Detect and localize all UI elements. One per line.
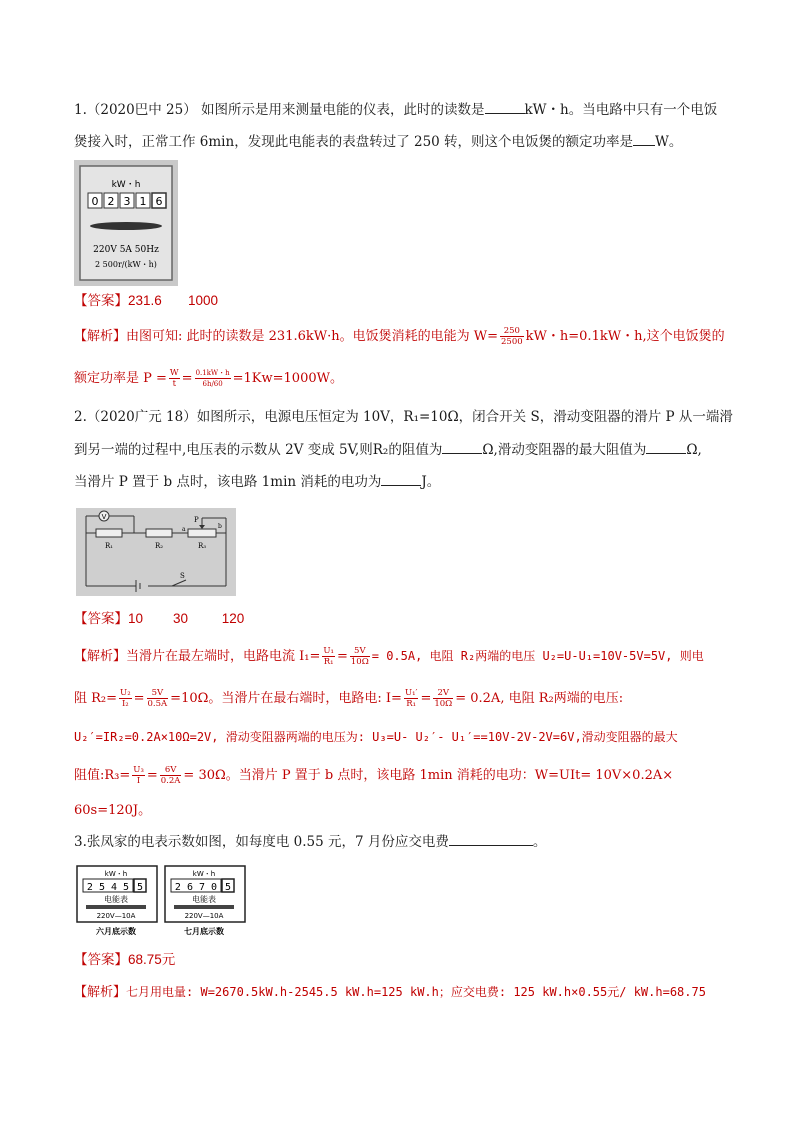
switch-label: S: [180, 572, 185, 580]
q2-analysis-5: 60s=120J。: [74, 803, 152, 818]
fraction: $\frac{\text{U₃}}{I}$: [133, 765, 144, 786]
meter-spec: 220V—10A: [184, 912, 224, 920]
q1-analysis-1: 【解析】由图可知: 此时的读数是 231.6kW·h。电饭煲消耗的电能为 W= $\frac{250}{2500}$ kW・h=0.1kW・h,这个电饭煲的: [74, 326, 725, 347]
point-a-label: a: [182, 526, 186, 533]
meter-unit: kW・h: [192, 870, 216, 878]
meter-rev: 2 500r/(kW・h): [95, 260, 157, 269]
q3-line1: 3.张凤家的电表示数如图，如每度电 0.55 元，7 月份应交电费 。: [74, 834, 547, 850]
blank: [381, 473, 421, 486]
voltmeter-label: V: [101, 513, 107, 521]
meter-digit: 3: [123, 195, 131, 208]
q1-line1: 1.（2020巴中 25） 如图所示是用来测量电能的仪表，此时的读数是 kW・h。当电路中只有一个电饭: [74, 102, 718, 118]
q2-line1: 2.（2020广元 18）如图所示，电源电压恒定为 10V，R₁=10Ω，闭合开关 S，滑动变阻器的滑片 P 从一端滑: [74, 409, 733, 425]
blank: [449, 833, 533, 846]
meter-name: 电能表: [192, 895, 216, 904]
meter-digit: 0: [91, 195, 99, 208]
meter-caption: 六月底示数: [96, 927, 136, 936]
electric-meter-photo: [74, 160, 178, 286]
meter-unit: kW・h: [111, 180, 141, 190]
fraction: $\frac{5V}{0.5A}$: [147, 688, 168, 709]
point-b-label: b: [218, 523, 222, 530]
meter-digit: 1: [139, 195, 147, 208]
blank: [646, 441, 686, 454]
meter-june: [76, 864, 158, 936]
r1-label: R₁: [104, 542, 114, 550]
fraction: $\frac{5V}{10\Omega}$: [350, 646, 369, 667]
q3-answer: 【答案】68.75元: [74, 952, 176, 968]
r3-label: R₃: [197, 542, 207, 550]
meter-caption: 七月底示数: [184, 927, 224, 936]
fraction: $\frac{\text{U₂}}{\text{I₂}}$: [120, 688, 131, 709]
fraction: $\frac{\text{U₁′}}{\text{R₁}}$: [404, 688, 418, 709]
fraction: $\frac{6V}{0.2A}$: [160, 765, 181, 786]
q1-answer: 【答案】231.6 1000: [74, 293, 219, 309]
meter-digits: 2 6 7 0: [174, 882, 218, 893]
fraction: $\frac{250}{2500}$: [501, 326, 523, 347]
blank: [633, 133, 655, 146]
q2-line3: 当滑片 P 置于 b 点时，该电路 1min 消耗的电功为 J。: [74, 474, 441, 490]
meter-july: [164, 864, 246, 936]
q2-line2: 到另一端的过程中,电压表的示数从 2V 变成 5V,则R₂的阻值为 Ω,滑动变阻器的最大阻值为 Ω,: [74, 442, 702, 458]
meter-digits: 2 5 4 5: [86, 882, 130, 893]
q1-analysis-2: 额定功率是 P = $\frac{W}{t}$ = $\frac{0.1kW・h}{6h/60}$ =1Kw=1000W。: [74, 368, 343, 389]
fraction: $\frac{\text{U₁}}{\text{R₁}}$: [323, 646, 334, 667]
fraction: $\frac{0.1kW・h}{6h/60}$: [195, 369, 230, 388]
meter-name: 电能表: [104, 895, 128, 904]
meter-spec: 220V 5A 50Hz: [93, 245, 159, 255]
q1-line2: 煲接入时，正常工作 6min，发现此电能表的表盘转过了 250 转，则这个电饭煲的额定功率是 W。: [74, 134, 683, 150]
r2-label: R₂: [154, 542, 164, 550]
meter-last-digit: 5: [136, 882, 144, 893]
q2-analysis-2: 阻 R₂= $\frac{\text{U₂}}{\text{I₂}}$ = $\frac{5V}{0.5A}$ =10Ω。当滑片在最右端时，电路电: I= $\frac{\text{U₁′}}{\text{R₁}}$ = $\frac{2V}{10\Omega}$ = 0.2A, 电阻 R₂两端的电压:: [74, 688, 624, 709]
fraction: $\frac{W}{t}$: [169, 368, 179, 389]
q2-analysis-4: 阻值:R₃= $\frac{\text{U₃}}{I}$ = $\frac{6V}{0.2A}$ = 30Ω。当滑片 P 置于 b 点时，该电路 1min 消耗的电功：W=UIt= 10V×0.2A×: [74, 765, 674, 786]
meter-unit: kW・h: [104, 870, 128, 878]
blank: [485, 101, 525, 114]
blank: [442, 441, 482, 454]
q2-answer: 【答案】10 30 120: [74, 611, 245, 627]
meter-digit: 2: [107, 195, 115, 208]
meter-spec: 220V—10A: [96, 912, 136, 920]
meter-digits: [88, 193, 166, 208]
q2-analysis-3: U₂′=IR₂=0.2A×10Ω=2V, 滑动变阻器两端的电压为: U₃=U- U₂′- U₁′==10V-2V-2V=6V,滑动变阻器的最大: [74, 730, 678, 744]
q3-analysis: 【解析】七月用电量: W=2670.5kW.h-2545.5 kW.h=125 kW.h；应交电费: 125 kW.h×0.55元/ kW.h=68.75: [74, 985, 706, 1000]
meter-digit: 6: [155, 195, 163, 208]
slider-label: P: [194, 516, 199, 524]
q2-analysis-1: 【解析】当滑片在最左端时，电路电流 I₁= $\frac{\text{U₁}}{\text{R₁}}$ = $\frac{5V}{10\Omega}$ = 0.5A, 电阻 R₂两端的电压 U₂=U-U₁=10V-5V=5V, 则电: [74, 646, 704, 667]
circuit-diagram: [76, 508, 236, 596]
meter-last-digit: 5: [224, 882, 232, 893]
fraction: $\frac{2V}{10\Omega}$: [434, 688, 453, 709]
meter-disc: [90, 222, 162, 230]
